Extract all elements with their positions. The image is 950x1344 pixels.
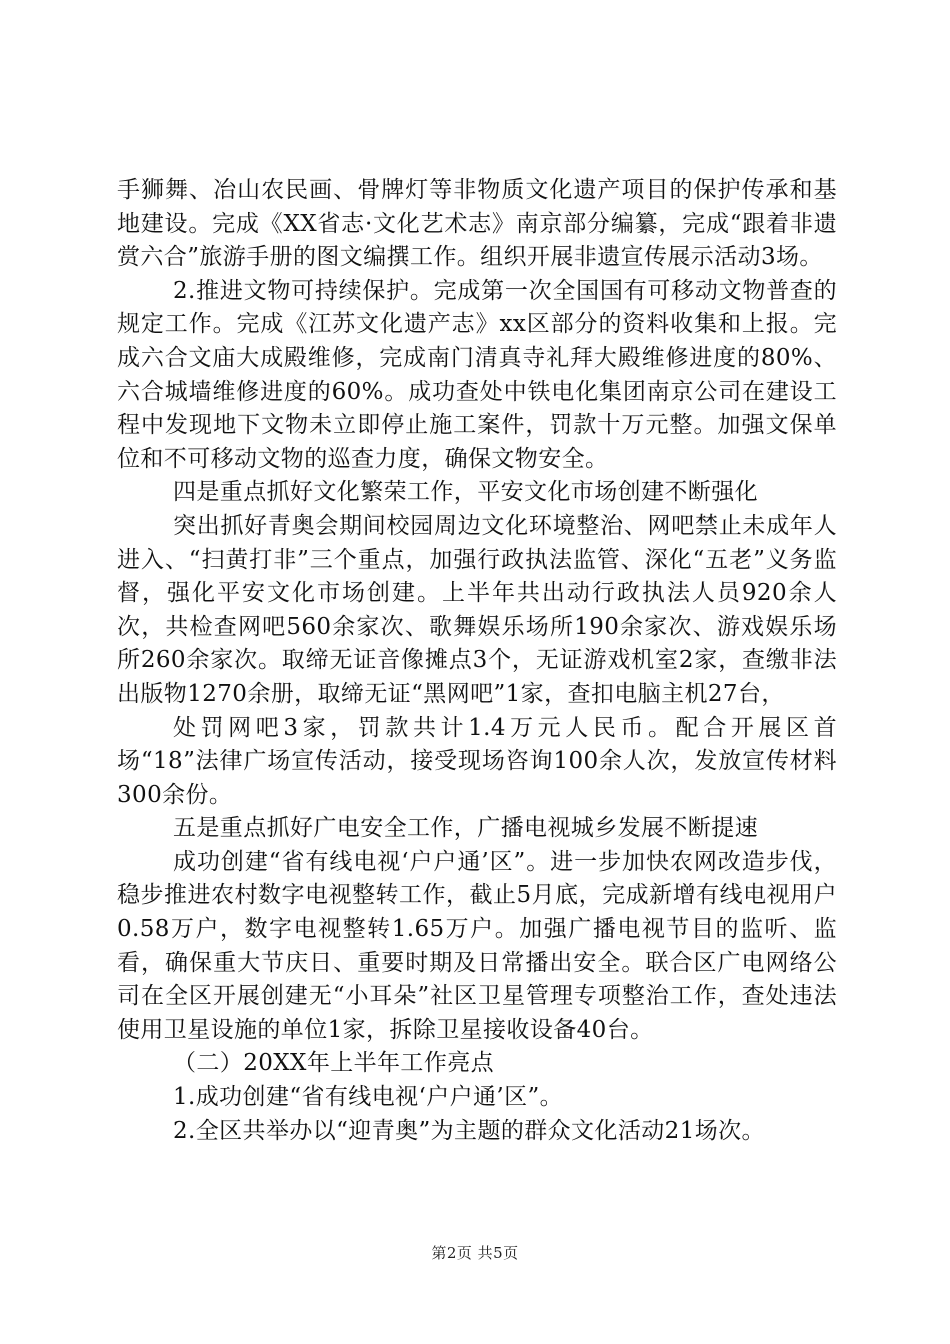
paragraph-culture-market: 突出抓好青奥会期间校园周边文化环境整治、网吧禁止未成年人进入、“扫黄打非”三个重点，加强行政执法监管、深化“五老”义务监督，强化平安文化市场创建。上半年共出动行政执法人员920余人次，共检查网吧560余家次、歌舞娱乐场所190余家次、游戏娱乐场所260余家次。取缔无证音像摊点3个，无证游戏机室2家，查缴非法出版物1270余册，取缔无证“黑网吧”1家，查扣电脑主机27台， — [117, 512, 837, 707]
paragraph-cultural-relics: 2.推进文物可持续保护。完成第一次全国国有可移动文物普查的规定工作。完成《江苏文化遗产志》xx区部分的资料收集和上报。完成六合文庙大成殿维修，完成南门清真寺礼拜大殿维修进度的80%、六合城墙维修进度的60%。成功查处中铁电化集团南京公司在建设工程中发现地下文物未立即停止施工案件，罚款十万元整。加强文保单位和不可移动文物的巡查力度，确保文物安全。 — [117, 277, 837, 472]
page-number-label: 第2页 共5页 — [431, 1244, 519, 1262]
heading-broadcast-safety: 五是重点抓好广电安全工作，广播电视城乡发展不断提速 — [173, 815, 758, 842]
page-footer — [0, 1242, 950, 1263]
paragraph-intangible-heritage: 手狮舞、冶山农民画、骨牌灯等非物质文化遗产项目的保护传承和基地建设。完成《XX省志·文化艺术志》南京部分编纂，完成“跟着非遗赏六合”旅游手册的图文编撰工作。组织开展非遗宣传展示活动3场。 — [117, 177, 837, 271]
heading-culture-market: 四是重点抓好文化繁荣工作，平安文化市场创建不断强化 — [173, 479, 758, 506]
heading-highlights: （二）20XX年上半年工作亮点 — [173, 1050, 495, 1077]
paragraph-broadcast-safety: 成功创建“省有线电视‘户户通’区”。进一步加快农网改造步伐，稳步推进农村数字电视整转工作，截止5月底，完成新增有线电视用户0.58万户，数字电视整转1.65万户。加强广播电视节目的监听、监看，确保重大节庆日、重要时期及日常播出安全。联合区广电网络公司在全区开展创建无“小耳朵”社区卫星管理专项整治工作，查处违法使用卫星设施的单位1家，拆除卫星接收设备40台。 — [117, 848, 837, 1043]
document-body — [117, 174, 837, 1148]
paragraph-penalties: 处罚网吧3家，罚款共计1.4万元人民币。配合开展区首场“18”法律广场宣传活动，接受现场咨询100余人次，发放宣传材料300余份。 — [117, 714, 837, 808]
highlight-item-1: 1.成功创建“省有线电视‘户户通’区”。 — [173, 1084, 564, 1111]
highlight-item-2: 2.全区共举办以“迎青奥”为主题的群众文化活动21场次。 — [173, 1117, 765, 1144]
